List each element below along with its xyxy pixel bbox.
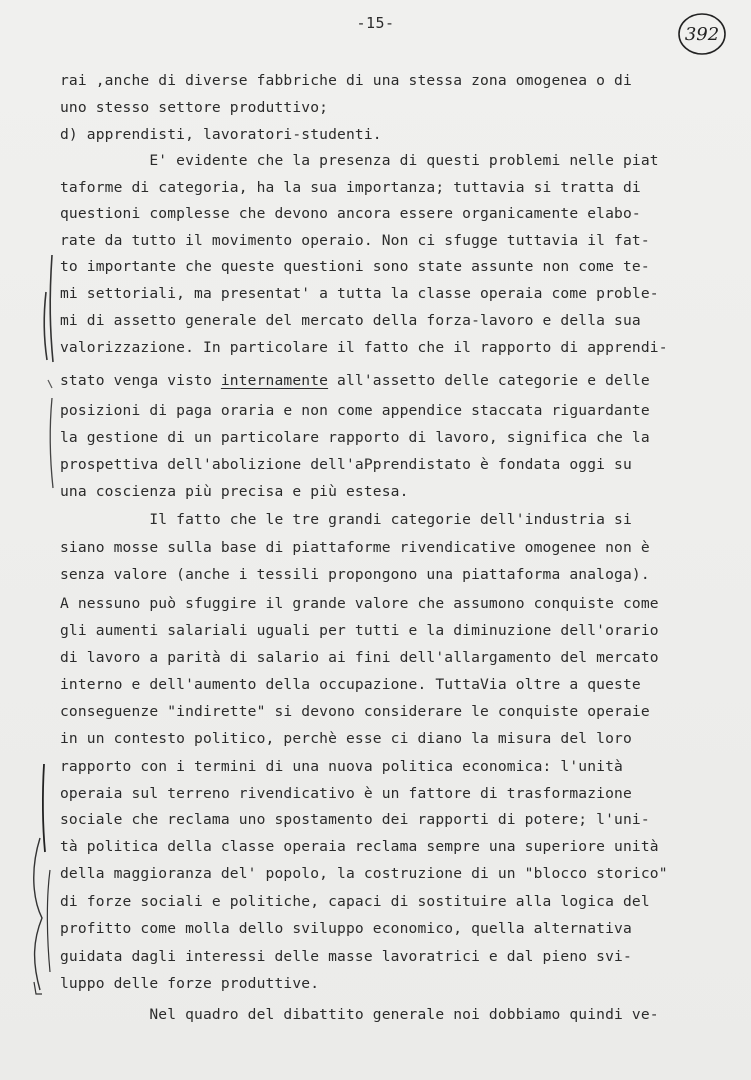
text-line: rai ,anche di diverse fabbriche di una stessa zona omogenea o di: [60, 72, 632, 89]
margin-bracket-mark: [44, 255, 53, 362]
text-line: conseguenze "indirette" si devono considerare le conquiste operaie: [60, 703, 650, 720]
archive-stamp-number: 392: [684, 24, 720, 45]
text-line: to importante che queste questioni sono state assunte non come te-: [60, 258, 650, 275]
text-line: senza valore (anche i tessili propongono una piattaforma analoga).: [60, 566, 650, 583]
text-line: rate da tutto il movimento operaio. Non ci sfugge tuttavia il fat-: [60, 232, 650, 249]
text-line: uno stesso settore produttivo;: [60, 99, 329, 116]
text-line: d) apprendisti, lavoratori-studenti.: [60, 126, 382, 143]
margin-bracket-mark: [34, 838, 42, 990]
text-line: di lavoro a parità di salario ai fini dell'allargamento del mercato: [60, 649, 659, 666]
text-line: operaia sul terreno rivendicativo è un fattore di trasformazione: [60, 785, 632, 802]
text-line: siano mosse sulla base di piattaforme rivendicative omogenee non è: [60, 539, 650, 556]
text-line: questioni complesse che devono ancora essere organicamente elabo-: [60, 205, 641, 222]
text-line: E' evidente che la presenza di questi problemi nelle piat: [60, 152, 659, 169]
text-line: rapporto con i termini di una nuova politica economica: l'unità: [60, 758, 623, 775]
text-line: prospettiva dell'abolizione dell'aPprendistato è fondata oggi su: [60, 456, 632, 473]
text-line: di forze sociali e politiche, capaci di sostituire alla logica del: [60, 893, 650, 910]
archive-stamp: [676, 10, 728, 58]
text-line: taforme di categoria, ha la sua importanza; tuttavia si tratta di: [60, 179, 641, 196]
text-line: guidata dagli interessi delle masse lavoratrici e dal pieno svi-: [60, 948, 632, 965]
margin-bracket-mark: [47, 870, 50, 972]
text-line: profitto come molla dello sviluppo economico, quella alternativa: [60, 920, 632, 937]
text-line: della maggioranza del' popolo, la costruzione di un "blocco storico": [60, 865, 668, 882]
text-line: sociale che reclama uno spostamento dei rapporti di potere; l'uni-: [60, 811, 650, 828]
text-line: posizioni di paga oraria e non come appendice staccata riguardante: [60, 402, 650, 419]
text-line: A nessuno può sfuggire il grande valore che assumono conquiste come: [60, 595, 659, 612]
margin-bracket-mark: [34, 982, 42, 994]
text-line-head: stato venga visto: [60, 372, 221, 389]
text-line: in un contesto politico, perchè esse ci diano la misura del loro: [60, 730, 632, 747]
text-line: luppo delle forze produttive.: [60, 975, 320, 992]
text-line: mi settoriali, ma presentat' a tutta la classe operaia come proble-: [60, 285, 659, 302]
text-line: Nel quadro del dibattito generale noi dobbiamo quindi ve-: [60, 1006, 659, 1023]
text-line-tail: all'assetto delle categorie e delle: [328, 372, 650, 389]
text-line: gli aumenti salariali uguali per tutti e la diminuzione dell'orario: [60, 622, 659, 639]
text-line: una coscienza più precisa e più estesa.: [60, 483, 409, 500]
margin-bracket-mark: [48, 380, 52, 388]
text-line: mi di assetto generale del mercato della forza-lavoro e della sua: [60, 312, 641, 329]
underlined-word: internamente: [220, 372, 329, 389]
text-line: interno e dell'aumento della occupazione. TuttaVia oltre a queste: [60, 676, 641, 693]
text-line: valorizzazione. In particolare il fatto che il rapporto di apprendi-: [60, 339, 668, 356]
margin-bracket-mark: [43, 764, 45, 852]
text-line: la gestione di un particolare rapporto di lavoro, significa che la: [60, 429, 650, 446]
text-line: [60, 372, 650, 390]
margin-bracket-mark: [50, 398, 53, 488]
page-number: -15-: [356, 14, 395, 32]
text-line: Il fatto che le tre grandi categorie dell'industria si: [60, 511, 632, 528]
text-line: tà politica della classe operaia reclama sempre una superiore unità: [60, 838, 659, 855]
